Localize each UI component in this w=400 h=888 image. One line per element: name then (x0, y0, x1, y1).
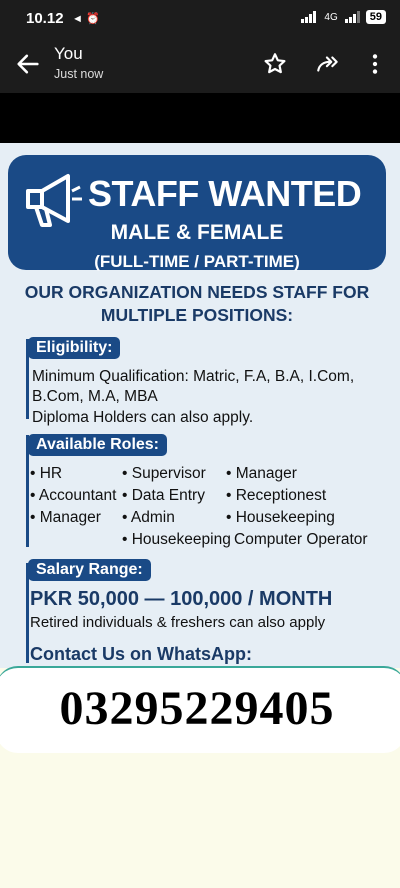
poster-header (8, 155, 386, 270)
organization-heading (12, 281, 382, 327)
status-bar (0, 0, 400, 38)
organization-line-1: OUR ORGANIZATION NEEDS STAFF FOR (24, 282, 370, 302)
role-item: Computer Operator (234, 531, 368, 548)
sender-name: You (54, 44, 83, 63)
eligibility-line: Minimum Qualification: Matric, F.A, B.A, I.Com, (32, 368, 355, 385)
poster-image[interactable] (0, 143, 400, 888)
role-item: • HR (30, 465, 63, 482)
role-item: • Accountant (30, 487, 117, 504)
star-icon[interactable] (262, 51, 288, 77)
phone-box (0, 666, 400, 753)
poster-subtitle: MALE & FEMALE (110, 221, 284, 244)
timestamp: Just now (54, 67, 104, 81)
status-right (300, 10, 386, 24)
role-item: • Supervisor (122, 465, 206, 482)
role-item: • Housekeeping (122, 531, 231, 548)
role-item: • Receptionest (226, 487, 327, 504)
organization-line-2: MULTIPLE POSITIONS: (100, 305, 294, 325)
notification-icons: ◄ ⏰ (72, 13, 100, 25)
signal-icon (344, 11, 360, 23)
eligibility-line: Diploma Holders can also apply. (32, 409, 254, 426)
back-arrow-icon[interactable] (14, 50, 42, 78)
forward-icon[interactable] (315, 51, 341, 77)
role-item: • Housekeeping (226, 509, 335, 526)
poster-title: STAFF WANTED (88, 173, 362, 214)
role-item: • Admin (122, 509, 175, 526)
media-top-padding (0, 93, 400, 143)
eligibility-line: B.Com, M.A, MBA (32, 388, 158, 405)
salary-label: Salary Range: (28, 559, 151, 581)
network-type: 4G (324, 11, 338, 23)
retired-note: Retired individuals & freshers can also apply (30, 614, 326, 631)
role-item: • Manager (30, 509, 101, 526)
role-item: • Manager (226, 465, 297, 482)
role-item: • Data Entry (122, 487, 205, 504)
app-bar (0, 38, 400, 93)
clock: 10.12 (26, 10, 64, 27)
roles-label: Available Roles: (28, 434, 167, 456)
wifi-icon (300, 11, 318, 23)
contact-label: Contact Us on WhatsApp: (30, 644, 252, 664)
job-type: (FULL-TIME / PART-TIME) (94, 252, 300, 271)
eligibility-label: Eligibility: (28, 337, 120, 359)
phone-number[interactable]: 03295229405 (59, 682, 335, 735)
battery-icon: 59 (366, 10, 386, 24)
more-options-icon[interactable] (362, 51, 388, 77)
salary-range: PKR 50,000 — 100,000 / MONTH (30, 588, 333, 610)
